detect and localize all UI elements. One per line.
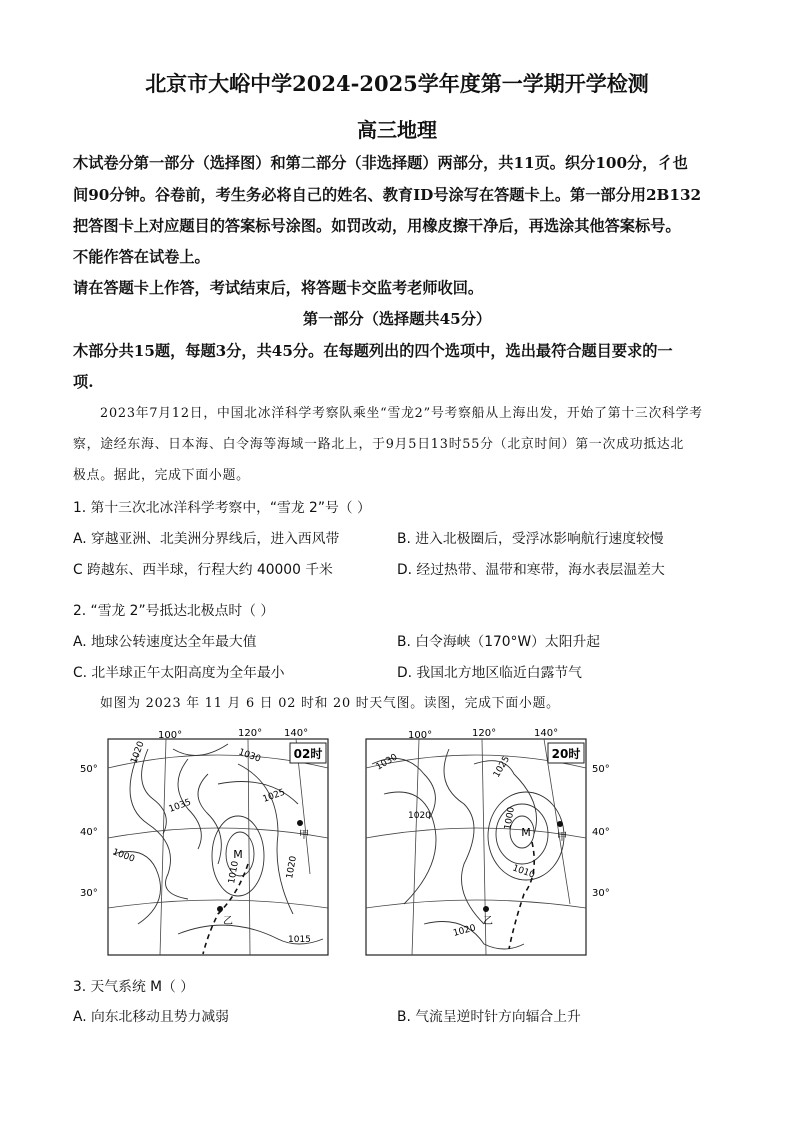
question-3-option-a: A. 向东北移动且势力减弱 <box>73 1009 229 1025</box>
point-m: M <box>233 848 243 861</box>
question-2-option-d: D. 我国北方地区临近白露节气 <box>397 665 582 681</box>
question-1-option-b: B. 进入北极圈后，受浮冰影响航行速度较慢 <box>397 531 664 547</box>
lon-label: 120° <box>472 728 497 739</box>
page-title: 北京市大峪中学2024-2025学年度第一学期开学检测 <box>145 71 649 96</box>
weather-map-02h <box>78 724 340 960</box>
lon-label: 100° <box>158 730 183 741</box>
point-yi: 乙 <box>223 916 233 927</box>
lon-label: 140° <box>534 728 559 739</box>
isobar-label: 1020 <box>408 811 431 821</box>
point-yi: 乙 <box>483 916 493 927</box>
lat-label: 40° <box>592 827 610 838</box>
passage-line: 2023年7月12日，中国北冰洋科学考察队乘坐“雪龙2”号考察船从上海出发，开始了第十三次科学考 <box>100 406 703 421</box>
map-right-time: 20时 <box>551 747 581 761</box>
isobar-label: 1025 <box>491 754 513 780</box>
isobar-label: 1020 <box>452 923 477 939</box>
instruction-line: 间90分钟。谷卷前，考生务必将自己的姓名、教育ID号涂写在答题卡上。第一部分用2B132 <box>73 186 702 204</box>
question-3-option-b: B. 气流呈逆时针方向辐合上升 <box>397 1009 581 1025</box>
lat-label: 50° <box>80 764 98 775</box>
page-subtitle: 高三地理 <box>357 118 437 142</box>
isobar-label: 1010 <box>227 860 241 885</box>
point-jia: 甲 <box>557 832 567 843</box>
section-desc: 项. <box>73 373 94 391</box>
section-title: 第一部分（选择题共45分） <box>302 310 492 328</box>
isobar-label: 1035 <box>167 797 193 815</box>
weather-map-20h <box>364 724 626 960</box>
isobar-label: 1000 <box>503 806 517 831</box>
question-1-option-d: D. 经过热带、温带和寒带，海水表层温差大 <box>397 562 665 578</box>
question-2-option-a: A. 地球公转速度达全年最大值 <box>73 634 257 650</box>
isobar-label: 1025 <box>261 787 287 805</box>
passage-2: 如图为 2023 年 11 月 6 日 02 时和 20 时天气图。读图，完成下面小题。 <box>100 696 560 711</box>
question-1-option-c: C 跨越东、西半球，行程大约 40000 千米 <box>73 562 333 578</box>
lat-label: 30° <box>592 888 610 899</box>
point-jia: 甲 <box>299 830 309 841</box>
isobar-label: 1000 <box>110 847 136 865</box>
question-2-stem: 2. “雪龙 2”号抵达北极点时（ ） <box>73 603 275 619</box>
isobar-label: 1020 <box>285 855 299 880</box>
isobar-label: 1015 <box>288 935 311 945</box>
lon-label: 100° <box>408 730 433 741</box>
instruction-line: 木试卷分第一部分（选择图）和第二部分（非选择题）两部分，共11页。织分100分，彳也 <box>73 154 688 172</box>
question-3-stem: 3. 天气系统 M（ ） <box>73 979 195 995</box>
question-2-option-c: C. 北半球正午太阳高度为全年最小 <box>73 665 285 681</box>
lat-label: 40° <box>80 827 98 838</box>
isobar-label: 1010 <box>510 863 536 881</box>
passage-line: 极点。据此，完成下面小题。 <box>73 468 250 483</box>
isobar-label: 1030 <box>236 747 262 765</box>
isobar-label: 1030 <box>374 752 400 773</box>
section-desc: 木部分共15题，每题3分，共45分。在每题列出的四个选项中，选出最符合题目要求的一 <box>73 342 673 360</box>
point-m: M <box>521 826 531 839</box>
lon-label: 120° <box>238 728 263 739</box>
question-1-option-a: A. 穿越亚洲、北美洲分界线后，进入西风带 <box>73 531 340 547</box>
question-1-stem: 1. 第十三次北冰洋科学考察中，“雪龙 2”号（ ） <box>73 500 371 516</box>
instruction-line: 不能作答在试卷上。 <box>73 248 210 266</box>
lat-label: 30° <box>80 888 98 899</box>
instruction-line: 请在答题卡上作答，考试结束后，将答题卡交监考老师收回。 <box>73 279 484 297</box>
question-2-option-b: B. 白令海峡（170°W）太阳升起 <box>397 634 601 650</box>
lat-label: 50° <box>592 764 610 775</box>
instruction-line: 把答图卡上对应题目的答案标号涂图。如罚改动，用橡皮擦干净后，再选涂其他答案标号。 <box>73 217 681 235</box>
lon-label: 140° <box>284 728 309 739</box>
passage-line: 察，途经东海、日本海、白令海等海域一路北上，于9月5日13时55分（北京时间）第一次成功抵达北 <box>73 437 685 452</box>
map-left-time: 02时 <box>293 747 323 761</box>
isobar-label: 1020 <box>129 740 147 766</box>
